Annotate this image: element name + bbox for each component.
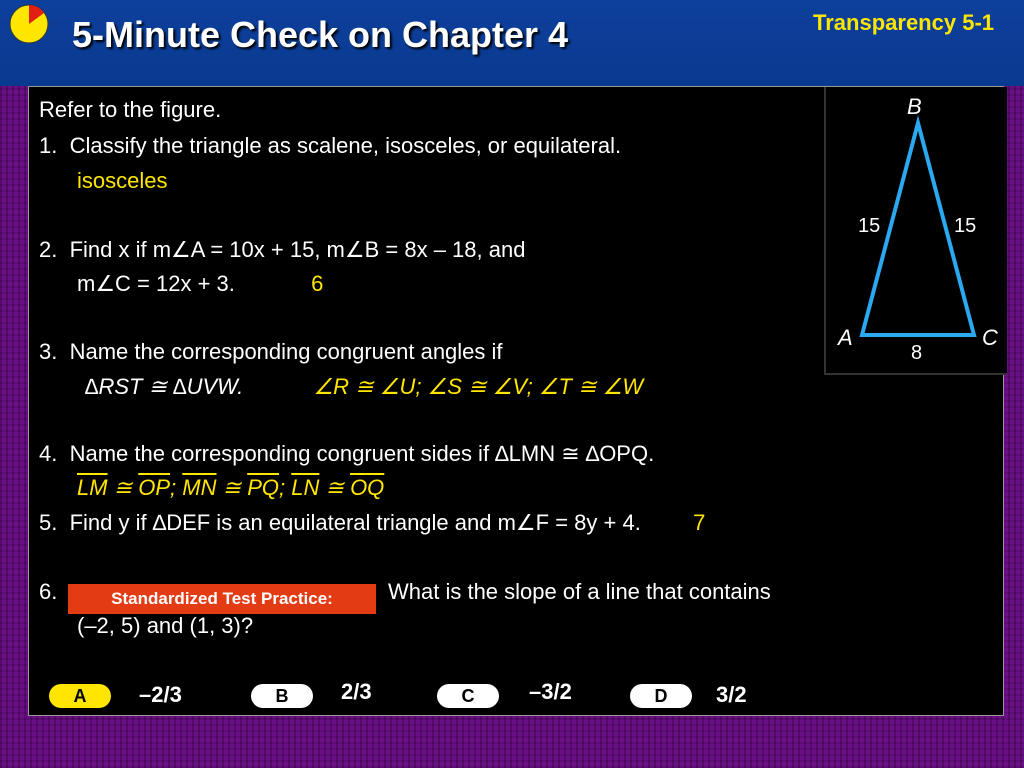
question-3: [39, 339, 503, 365]
choice-c-value: –3/2: [529, 679, 572, 704]
slide-title: 5-Minute Check on Chapter 4: [72, 14, 569, 55]
question-6-number: 6.: [39, 579, 58, 604]
side-bc-label: 15: [954, 215, 977, 237]
question-2-line2: [77, 271, 323, 297]
segment-label: $\overline{LM}$: [77, 475, 108, 500]
standardized-test-practice-label: Standardized Test Practice:: [68, 584, 376, 614]
question-6-line2: (–2, 5) and (1, 3)?: [77, 613, 254, 638]
question-4: [39, 441, 654, 467]
intro-text: Refer to the figure.: [39, 97, 222, 122]
answer-5: 7: [693, 510, 706, 535]
answer-4: $\overline{LM}$ ≅ $\overline{OP}$; $\overline{MN}$ ≅ $\overline{PQ}$; $\overline{LN}$ ≅ $\overline{OQ}$: [77, 475, 385, 500]
question-5: [39, 510, 705, 536]
question-text: m∠C = 12x + 3.: [77, 271, 235, 296]
question-2: [39, 237, 525, 263]
choice-d-button[interactable]: D: [630, 684, 692, 708]
vertex-a-label: A: [838, 325, 853, 350]
question-text: Find y if ∆DEF is an equilateral triangle and m∠F = 8y + 4.: [69, 510, 641, 535]
choice-a-value: –2/3: [139, 682, 182, 707]
question-text: Find x if m∠A = 10x + 15, m∠B = 8x – 18, and: [69, 237, 526, 262]
answer-3: ∠R ≅ ∠U; ∠S ≅ ∠V; ∠T ≅ ∠W: [313, 374, 644, 399]
question-1: [39, 133, 621, 159]
choice-d-value: 3/2: [716, 682, 747, 707]
question-text: ∆RST ≅ ∆UVW.: [85, 374, 244, 399]
question-number: 1.: [39, 133, 58, 158]
question-number: 2.: [39, 237, 58, 262]
segment-label: $\overline{OQ}$: [350, 475, 385, 500]
segment-label: $\overline{MN}$: [182, 475, 217, 500]
clock-icon: [8, 3, 50, 45]
segment-label: $\overline{PQ}$: [247, 475, 279, 500]
answer-2: 6: [311, 271, 324, 296]
question-number: 3.: [39, 339, 58, 364]
question-text: Name the corresponding congruent angles if: [69, 339, 503, 364]
vertex-c-label: C: [982, 325, 998, 350]
vertex-b-label: B: [907, 94, 922, 119]
triangle-figure: [824, 87, 1007, 375]
question-text: Name the corresponding congruent sides if ∆LMN ≅ ∆OPQ.: [69, 441, 655, 466]
choice-b-button[interactable]: B: [251, 684, 313, 708]
question-number: 4.: [39, 441, 58, 466]
segment-label: $\overline{OP}$: [138, 475, 171, 500]
question-text: Classify the triangle as scalene, isosceles, or equilateral.: [69, 133, 622, 158]
slide-header: [0, 0, 1024, 86]
question-6: What is the slope of a line that contains: [388, 579, 771, 604]
question-3-line2: [85, 374, 643, 400]
content-panel: [28, 86, 1004, 716]
transparency-label: Transparency 5-1: [813, 10, 994, 35]
choice-c-button[interactable]: C: [437, 684, 499, 708]
side-ac-label: 8: [911, 342, 923, 364]
answer-1: isosceles: [77, 168, 168, 193]
question-number: 5.: [39, 510, 58, 535]
choice-a-button[interactable]: A: [49, 684, 111, 708]
segment-label: $\overline{LN}$: [291, 475, 320, 500]
choice-b-value: 2/3: [341, 679, 372, 704]
side-ab-label: 15: [858, 215, 881, 237]
triangle-diagram: [826, 87, 1007, 373]
